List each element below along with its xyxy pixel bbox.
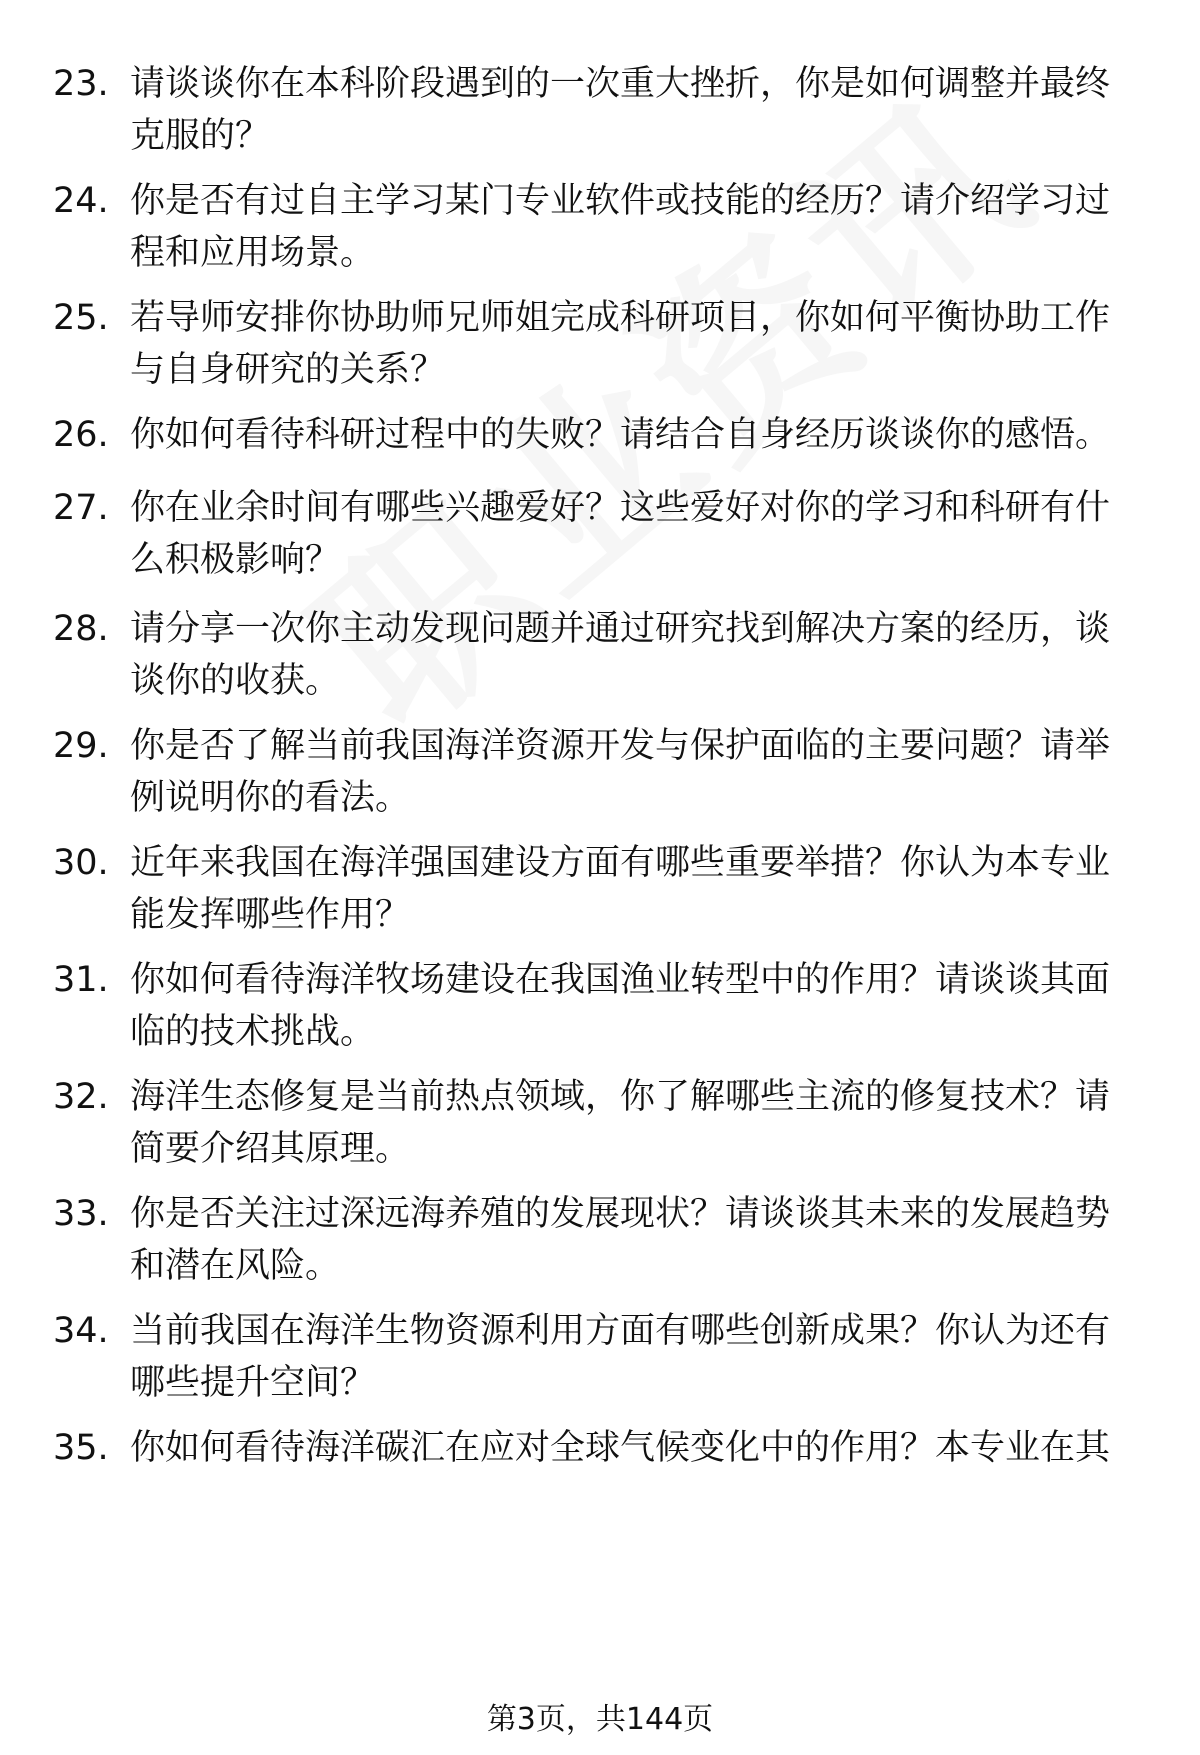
question-number: 31. bbox=[53, 960, 109, 1000]
question-number: 33. bbox=[53, 1194, 109, 1234]
question-text: 你是否关注过深远海养殖的发展现状？请谈谈其未来的发展趋势和潜在风险。 bbox=[130, 1194, 1111, 1286]
question-number: 23. bbox=[53, 64, 109, 104]
question-text: 你如何看待海洋碳汇在应对全球气候变化中的作用？本专业在其 bbox=[130, 1428, 1111, 1468]
question-number: 32. bbox=[53, 1077, 109, 1117]
question-text: 请分享一次你主动发现问题并通过研究找到解决方案的经历，谈谈你的收获。 bbox=[130, 609, 1111, 701]
question-number: 28. bbox=[53, 609, 109, 649]
question-text: 若导师安排你协助师兄师姐完成科研项目，你如何平衡协助工作与自身研究的关系？ bbox=[130, 298, 1111, 390]
question-number: 34. bbox=[53, 1311, 109, 1351]
question-number: 25. bbox=[53, 298, 109, 338]
page-footer: 第3页，共144页 bbox=[486, 1702, 714, 1737]
question-text: 你是否有过自主学习某门专业软件或技能的经历？请介绍学习过程和应用场景。 bbox=[130, 181, 1111, 273]
question-text: 你如何看待海洋牧场建设在我国渔业转型中的作用？请谈谈其面临的技术挑战。 bbox=[130, 960, 1111, 1052]
question-number: 30. bbox=[53, 843, 109, 883]
question-number: 35. bbox=[53, 1428, 109, 1468]
question-number: 29. bbox=[53, 726, 109, 766]
question-number: 26. bbox=[53, 415, 109, 455]
question-text: 近年来我国在海洋强国建设方面有哪些重要举措？你认为本专业能发挥哪些作用？ bbox=[130, 843, 1111, 935]
question-number: 24. bbox=[53, 181, 109, 221]
question-text: 你在业余时间有哪些兴趣爱好？这些爱好对你的学习和科研有什么积极影响？ bbox=[130, 488, 1111, 580]
question-text: 你是否了解当前我国海洋资源开发与保护面临的主要问题？请举例说明你的看法。 bbox=[130, 726, 1111, 818]
question-number: 27. bbox=[53, 488, 109, 528]
question-text: 你如何看待科研过程中的失败？请结合自身经历谈谈你的感悟。 bbox=[130, 415, 1111, 455]
question-text: 海洋生态修复是当前热点领域，你了解哪些主流的修复技术？请简要介绍其原理。 bbox=[130, 1077, 1111, 1169]
question-text: 当前我国在海洋生物资源利用方面有哪些创新成果？你认为还有哪些提升空间？ bbox=[130, 1311, 1111, 1403]
question-text: 请谈谈你在本科阶段遇到的一次重大挫折，你是如何调整并最终克服的？ bbox=[130, 64, 1111, 156]
